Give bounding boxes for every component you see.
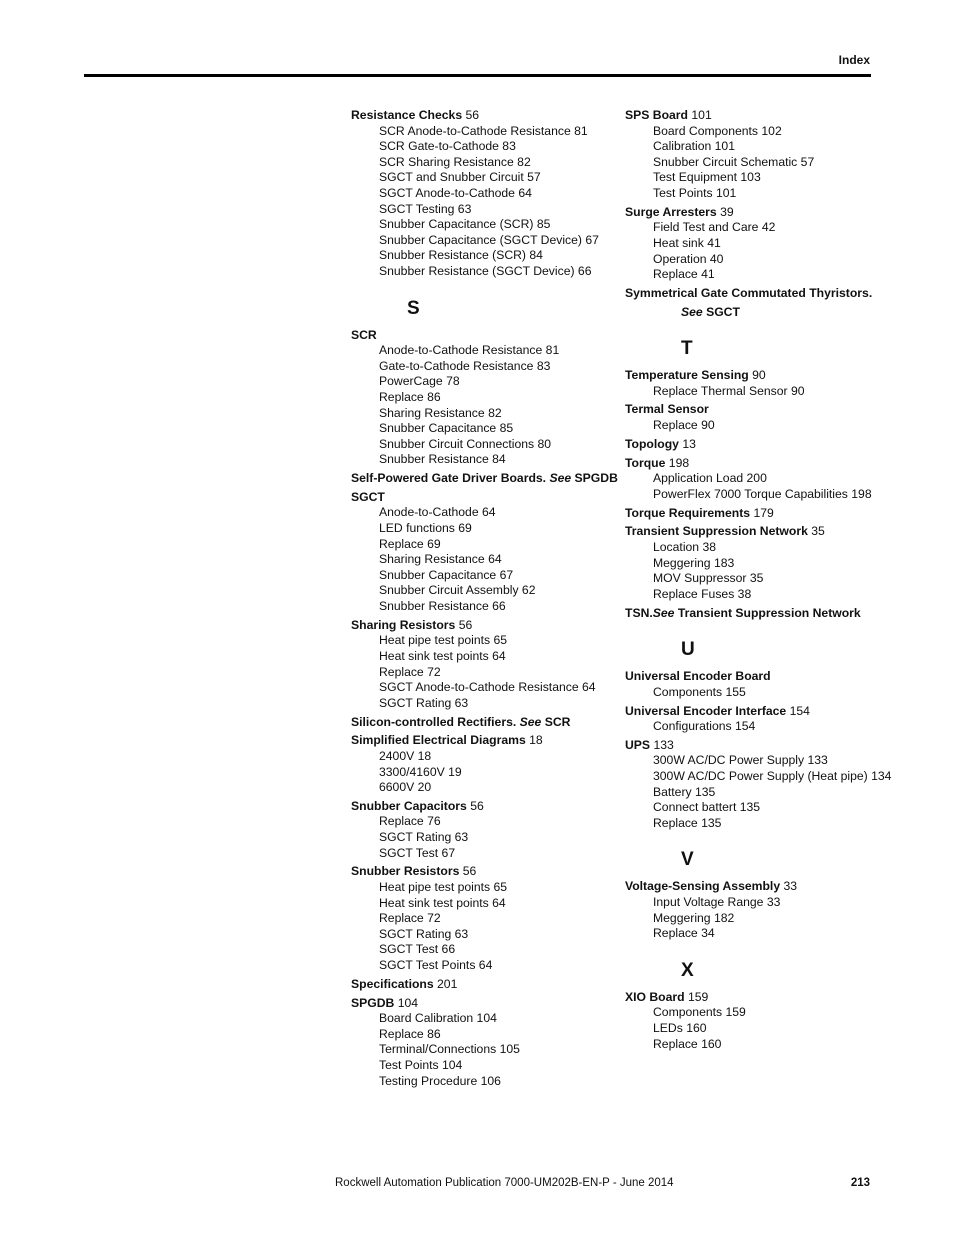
index-subentries (625, 384, 887, 400)
see-reference: See (549, 471, 572, 486)
index-section-letter: X (681, 959, 694, 981)
index-subentry: Gate-to-Cathode Resistance 83 (379, 358, 551, 373)
index-entry-line (625, 402, 887, 418)
index-term: Torque (625, 455, 666, 470)
index-subentry: 6600V 20 (379, 780, 432, 795)
index-entry-line (351, 996, 613, 1012)
index-subentries (625, 719, 887, 735)
index-subentry: Replace 76 (379, 814, 441, 829)
index-subentries (351, 1011, 613, 1089)
index-term: UPS (625, 737, 651, 752)
index-entry (625, 704, 887, 735)
index-subentry: 300W AC/DC Power Supply 133 (653, 753, 828, 768)
index-subentry: Heat pipe test points 65 (379, 633, 508, 648)
index-entry (625, 506, 887, 522)
index-subentry: Board Calibration 104 (379, 1011, 497, 1026)
index-entry-line (625, 456, 887, 472)
index-subentry: Meggering 183 (653, 555, 735, 570)
index-term: Self-Powered Gate Driver Boards. (351, 471, 547, 486)
index-subentries (625, 471, 887, 502)
index-section-letter: T (681, 338, 693, 360)
index-term: Universal Encoder Board (625, 669, 771, 684)
index-subentries (625, 753, 892, 831)
index-subentry: Snubber Capacitance 85 (379, 421, 514, 436)
index-subentries (625, 685, 887, 701)
index-subentry: SGCT Rating 63 (379, 830, 469, 845)
index-term: Topology (625, 436, 679, 451)
index-subentry: MOV Suppressor 35 (653, 571, 764, 586)
index-subentry: PowerCage 78 (379, 374, 460, 389)
index-entry-line (351, 799, 613, 815)
index-page-ref: 18 (529, 733, 543, 748)
index-page-ref: 201 (437, 976, 458, 991)
index-subentry: Components 155 (653, 684, 746, 699)
index-subentry: Meggering 182 (653, 910, 735, 925)
index-column-left (351, 108, 618, 1089)
index-entry (351, 471, 618, 487)
index-term: Torque Requirements (625, 505, 751, 520)
index-entry (625, 368, 887, 399)
index-entry (625, 286, 887, 320)
index-subentry: Field Test and Care 42 (653, 220, 776, 235)
index-subentry: Board Components 102 (653, 123, 782, 138)
index-subentry: Sharing Resistance 64 (379, 552, 502, 567)
index-term: Symmetrical Gate Commutated Thyristors. (625, 285, 873, 300)
index-subentry: Snubber Resistance 84 (379, 452, 506, 467)
index-subentry: Replace 135 (653, 815, 722, 830)
index-entry (351, 864, 613, 973)
index-page-ref: 154 (789, 703, 810, 718)
index-entry-line (351, 618, 613, 634)
index-section-letter: V (681, 849, 694, 871)
index-entry-line (351, 471, 618, 487)
index-page-ref: 56 (462, 864, 477, 879)
index-subentries (625, 124, 887, 202)
footer-page-number: 213 (850, 1177, 870, 1189)
index-subentry: SGCT Rating 63 (379, 695, 469, 710)
index-page-ref: 104 (397, 995, 419, 1010)
see-reference-line (625, 305, 887, 321)
index-subentry: Connect battert 135 (653, 800, 761, 815)
index-page-ref: 101 (691, 108, 712, 122)
index-entry (625, 990, 887, 1052)
index-page-ref: 35 (811, 524, 825, 539)
index-term: SGCT (351, 489, 385, 504)
index-subentries (351, 505, 613, 614)
index-page-ref: 56 (470, 798, 484, 813)
index-subentry: Application Load 200 (653, 471, 767, 486)
index-entry (351, 328, 613, 468)
index-page-ref: 133 (653, 737, 674, 752)
index-subentry: Heat sink test points 64 (379, 648, 506, 663)
index-entry (351, 733, 613, 795)
index-entry-line (625, 704, 887, 720)
index-subentry: Terminal/Connections 105 (379, 1042, 520, 1057)
index-term: Specifications (351, 976, 434, 991)
index-term: Simplified Electrical Diagrams (351, 733, 526, 748)
index-subentry: SCR Anode-to-Cathode Resistance 81 (379, 123, 588, 138)
index-term: SCR (351, 327, 377, 342)
index-entry (351, 996, 613, 1090)
index-entry-line (351, 490, 613, 506)
index-entry-line (625, 738, 887, 754)
index-subentry: SGCT Test 67 (379, 845, 456, 860)
index-entry-line (625, 524, 887, 540)
index-subentry: Replace Fuses 38 (653, 586, 752, 601)
index-subentry: SCR Sharing Resistance 82 (379, 154, 531, 169)
index-subentry: SGCT Testing 63 (379, 201, 472, 216)
index-subentry: Replace Thermal Sensor 90 (653, 383, 805, 398)
index-subentry: Test Points 101 (653, 185, 737, 200)
index-subentry: 300W AC/DC Power Supply (Heat pipe) 134 (653, 769, 892, 784)
index-term: XIO Board (625, 989, 685, 1004)
index-subentry: PowerFlex 7000 Torque Capabilities 198 (653, 486, 872, 501)
index-term: Surge Arresters (625, 204, 717, 219)
index-subentry: Replace 34 (653, 926, 715, 941)
index-subentries (351, 633, 613, 711)
index-term: Universal Encoder Interface (625, 703, 787, 718)
index-subentry: LED functions 69 (379, 521, 472, 536)
see-target: Transient Suppression Network (677, 605, 861, 620)
index-subentry: SGCT Test 66 (379, 942, 456, 957)
index-page-ref: 179 (753, 505, 774, 520)
index-subentry: Test Equipment 103 (653, 170, 761, 185)
index-subentry: Heat pipe test points 65 (379, 880, 508, 895)
index-entry-line (625, 368, 887, 384)
index-entry-line (351, 328, 613, 344)
index-subentry: Snubber Capacitance 67 (379, 567, 514, 582)
index-entry (625, 737, 892, 832)
index-entry (625, 108, 887, 202)
index-term: Voltage-Sensing Assembly (625, 879, 781, 894)
index-term: Termal Sensor (625, 402, 709, 417)
index-subentry: Snubber Circuit Connections 80 (379, 436, 552, 451)
index-subentry: SCR Gate-to-Cathode 83 (379, 139, 516, 154)
index-subentry: Snubber Resistance 66 (379, 599, 506, 613)
index-entry (625, 402, 887, 433)
index-subentry: Replace 69 (379, 536, 441, 551)
index-subentry: Heat sink test points 64 (379, 895, 506, 910)
see-reference: See (652, 605, 675, 620)
index-term: TSN. (625, 605, 653, 620)
see-target: SCR (544, 714, 571, 729)
index-entry (351, 977, 613, 993)
index-entry (351, 618, 613, 712)
index-entry-line (625, 205, 887, 221)
index-page-ref: 39 (720, 204, 734, 219)
index-term: SPS Board (625, 108, 688, 122)
index-subentry: SGCT and Snubber Circuit 57 (379, 170, 541, 185)
index-subentry: Configurations 154 (653, 719, 756, 734)
index-subentries (625, 418, 887, 434)
index-entry-line (625, 606, 887, 622)
index-term: Snubber Resistors (351, 864, 460, 879)
index-page-ref: 13 (682, 436, 696, 451)
index-subentry: Replace 72 (379, 664, 441, 679)
index-entry-line (351, 977, 613, 993)
index-entry-line (351, 733, 613, 749)
index-entry-line (625, 879, 887, 895)
index-subentries (351, 749, 613, 796)
index-subentries (351, 814, 613, 861)
index-page-ref: 56 (465, 108, 480, 122)
index-subentries (625, 1005, 887, 1052)
index-column-right (625, 108, 892, 1052)
index-subentry: Battery 135 (653, 784, 716, 799)
index-entry-line (625, 990, 887, 1006)
index-page-ref: 33 (783, 879, 798, 894)
index-subentry: Operation 40 (653, 251, 724, 266)
see-target: SPGDB (574, 471, 618, 486)
index-entry (625, 456, 887, 503)
index-subentry: Replace 90 (653, 418, 715, 433)
index-subentry: Location 38 (653, 539, 717, 554)
index-term: Resistance Checks (351, 108, 463, 122)
index-subentry: Snubber Resistance (SGCT Device) 66 (379, 263, 592, 278)
index-term: Snubber Capacitors (351, 798, 467, 813)
index-entry-line (625, 437, 887, 453)
index-section-letter: U (681, 639, 695, 661)
index-subentries (625, 540, 887, 602)
index-term: Silicon-controlled Rectifiers. (351, 714, 517, 729)
index-subentry: Test Points 104 (379, 1057, 463, 1072)
index-term: SPGDB (351, 995, 395, 1010)
index-entry (625, 669, 887, 700)
index-subentry: Snubber Circuit Schematic 57 (653, 154, 815, 169)
index-subentry: Replace 160 (653, 1036, 722, 1051)
index-subentries (351, 343, 613, 468)
see-target: SGCT (706, 304, 740, 319)
index-subentry: SGCT Anode-to-Cathode 64 (379, 185, 532, 200)
index-subentry: Snubber Capacitance (SCR) 85 (379, 217, 551, 232)
index-entry (351, 715, 613, 731)
index-subentry: SGCT Test Points 64 (379, 958, 493, 972)
index-subentry: 3300/4160V 19 (379, 764, 462, 779)
index-subentries (351, 880, 613, 974)
index-subentry: Replace 86 (379, 1026, 441, 1041)
index-entry (351, 799, 613, 861)
index-entry (351, 490, 613, 615)
index-page-ref: 159 (687, 989, 709, 1004)
index-subentry: Anode-to-Cathode 64 (379, 505, 496, 520)
index-subentry: Snubber Resistance (SCR) 84 (379, 248, 543, 263)
index-subentry: Anode-to-Cathode Resistance 81 (379, 343, 560, 358)
running-header-section: Index (838, 53, 870, 67)
index-subentry: SGCT Rating 63 (379, 926, 469, 941)
index-subentry: Testing Procedure 106 (379, 1073, 501, 1088)
index-entry-line (625, 286, 887, 302)
index-entry (625, 205, 887, 283)
header-rule (84, 74, 871, 77)
index-subentry: Snubber Circuit Assembly 62 (379, 583, 536, 598)
index-subentries (351, 124, 613, 280)
index-subentry: Sharing Resistance 82 (379, 405, 502, 420)
index-subentry: Replace 86 (379, 389, 441, 404)
index-subentry: Snubber Capacitance (SGCT Device) 67 (379, 232, 599, 247)
index-entry (625, 879, 887, 941)
index-entry-line (625, 669, 887, 685)
index-subentry: SGCT Anode-to-Cathode Resistance 64 (379, 680, 596, 695)
index-subentry: Calibration 101 (653, 139, 735, 154)
index-subentries (625, 895, 887, 942)
index-entry-line (351, 715, 613, 731)
see-reference: See (681, 304, 703, 319)
index-page-ref: 90 (752, 368, 766, 383)
index-entry (625, 606, 887, 622)
index-subentry: 2400V 18 (379, 748, 432, 763)
index-section-letter: S (407, 297, 420, 319)
index-entry (625, 524, 887, 602)
index-term: Sharing Resistors (351, 617, 456, 632)
index-entry-line (351, 864, 613, 880)
index-subentry: Replace 41 (653, 267, 715, 282)
index-subentry: Heat sink 41 (653, 235, 721, 250)
index-entry-line (625, 506, 887, 522)
see-reference: See (519, 714, 542, 729)
index-entry-line (351, 108, 613, 124)
index-entry (351, 108, 613, 280)
index-entry-line (625, 108, 887, 124)
index-subentry: Replace 72 (379, 911, 441, 926)
index-term: Temperature Sensing (625, 368, 749, 383)
index-subentry: LEDs 160 (653, 1021, 707, 1035)
index-subentry: Components 159 (653, 1005, 746, 1020)
index-subentries (625, 220, 887, 282)
index-entry (625, 437, 887, 453)
index-subentry: Input Voltage Range 33 (653, 895, 781, 910)
index-term: Transient Suppression Network (625, 524, 808, 539)
footer-publication: Rockwell Automation Publication 7000-UM202B-EN-P - June 2014 (335, 1177, 674, 1189)
index-page-ref: 56 (458, 617, 473, 632)
index-page-ref: 198 (668, 455, 690, 470)
